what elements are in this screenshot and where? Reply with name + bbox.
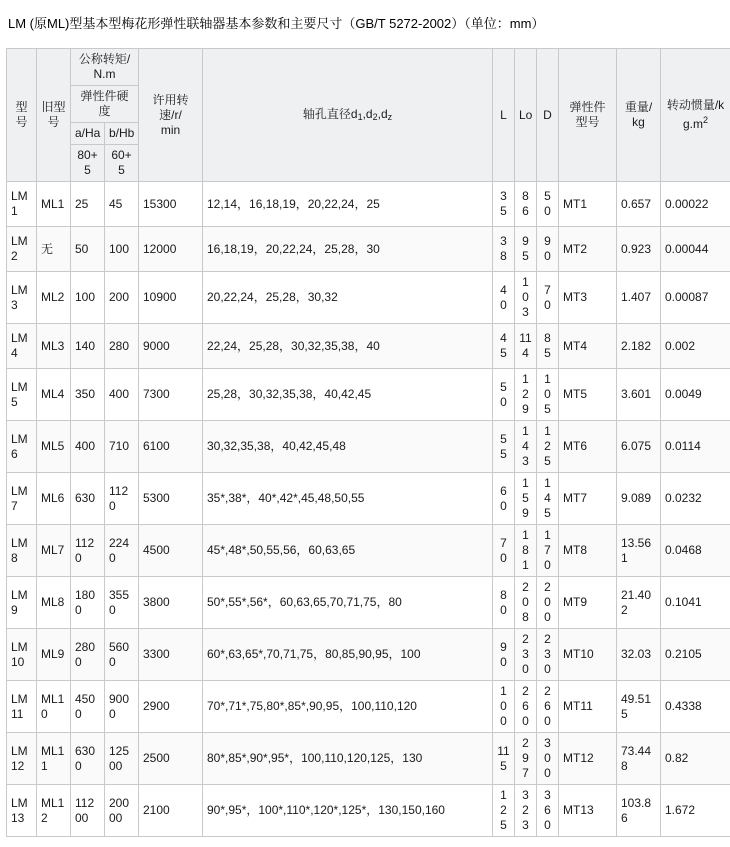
- cell-Lo: 208: [515, 577, 537, 629]
- cell-weight: 21.402: [617, 577, 661, 629]
- cell-speed: 2500: [139, 733, 203, 785]
- cell-speed: 3800: [139, 577, 203, 629]
- cell-torque-b: 2240: [105, 525, 139, 577]
- cell-old-type-no: ML9: [37, 629, 71, 681]
- cell-D: 50: [537, 182, 559, 227]
- cell-bore: 90*,95*，100*,110*,120*,125*，130,150,160: [203, 785, 493, 837]
- cell-bore: 20,22,24，25,28，30,32: [203, 272, 493, 324]
- cell-Lo: 86: [515, 182, 537, 227]
- table-row: [7, 681, 730, 733]
- cell-torque-b: 1120: [105, 473, 139, 525]
- cell-torque-a: 630: [71, 473, 105, 525]
- cell-weight: 73.448: [617, 733, 661, 785]
- cell-inertia: 0.0049: [661, 369, 730, 421]
- cell-D: 125: [537, 421, 559, 473]
- cell-inertia: 0.00044: [661, 227, 730, 272]
- cell-torque-b: 9000: [105, 681, 139, 733]
- table-row: [7, 324, 730, 369]
- cell-elastic-part: MT4: [559, 324, 617, 369]
- cell-weight: 32.03: [617, 629, 661, 681]
- cell-torque-b: 45: [105, 182, 139, 227]
- table-row: [7, 473, 730, 525]
- cell-weight: 49.515: [617, 681, 661, 733]
- table-row: [7, 272, 730, 324]
- cell-L: 115: [493, 733, 515, 785]
- cell-weight: 0.923: [617, 227, 661, 272]
- cell-torque-a: 6300: [71, 733, 105, 785]
- cell-torque-a: 400: [71, 421, 105, 473]
- cell-elastic-part: MT9: [559, 577, 617, 629]
- cell-L: 38: [493, 227, 515, 272]
- cell-inertia: 0.0232: [661, 473, 730, 525]
- cell-Lo: 323: [515, 785, 537, 837]
- cell-torque-a: 350: [71, 369, 105, 421]
- cell-type-no: LM13: [7, 785, 37, 837]
- col-header-hardness-b-value: 60+ 5: [105, 145, 139, 182]
- table-row: [7, 369, 730, 421]
- cell-weight: 9.089: [617, 473, 661, 525]
- cell-weight: 6.075: [617, 421, 661, 473]
- cell-Lo: 143: [515, 421, 537, 473]
- cell-old-type-no: ML11: [37, 733, 71, 785]
- cell-type-no: LM8: [7, 525, 37, 577]
- col-header-hardness-b: b/Hb: [105, 123, 139, 145]
- cell-L: 70: [493, 525, 515, 577]
- cell-inertia: 0.1041: [661, 577, 730, 629]
- cell-D: 105: [537, 369, 559, 421]
- cell-torque-a: 4500: [71, 681, 105, 733]
- cell-bore: 16,18,19，20,22,24，25,28，30: [203, 227, 493, 272]
- cell-elastic-part: MT13: [559, 785, 617, 837]
- cell-speed: 7300: [139, 369, 203, 421]
- col-header-hardness-a: a/Ha: [71, 123, 105, 145]
- cell-torque-b: 710: [105, 421, 139, 473]
- cell-inertia: 0.82: [661, 733, 730, 785]
- cell-bore: 80*,85*,90*,95*，100,110,120,125，130: [203, 733, 493, 785]
- table-row: [7, 525, 730, 577]
- cell-old-type-no: ML3: [37, 324, 71, 369]
- cell-Lo: 159: [515, 473, 537, 525]
- cell-weight: 1.407: [617, 272, 661, 324]
- cell-L: 80: [493, 577, 515, 629]
- cell-torque-a: 1800: [71, 577, 105, 629]
- cell-elastic-part: MT1: [559, 182, 617, 227]
- cell-type-no: LM7: [7, 473, 37, 525]
- cell-old-type-no: ML4: [37, 369, 71, 421]
- cell-L: 55: [493, 421, 515, 473]
- cell-bore: 60*,63,65*,70,71,75，80,85,90,95，100: [203, 629, 493, 681]
- col-header-L: L: [493, 49, 515, 182]
- cell-inertia: 0.0114: [661, 421, 730, 473]
- cell-elastic-part: MT7: [559, 473, 617, 525]
- cell-Lo: 95: [515, 227, 537, 272]
- cell-elastic-part: MT6: [559, 421, 617, 473]
- col-header-bore-diameter: 轴孔直径$d_1,d_2,d_z$: [203, 49, 493, 182]
- cell-inertia: 0.0468: [661, 525, 730, 577]
- cell-old-type-no: 无: [37, 227, 71, 272]
- cell-Lo: 181: [515, 525, 537, 577]
- col-header-inertia: 转动惯量/k $g.m^2$: [661, 49, 730, 182]
- cell-L: 90: [493, 629, 515, 681]
- cell-weight: 3.601: [617, 369, 661, 421]
- cell-Lo: 260: [515, 681, 537, 733]
- col-header-D: D: [537, 49, 559, 182]
- cell-type-no: LM10: [7, 629, 37, 681]
- cell-inertia: 0.00022: [661, 182, 730, 227]
- cell-old-type-no: ML6: [37, 473, 71, 525]
- cell-D: 260: [537, 681, 559, 733]
- cell-bore: 25,28，30,32,35,38，40,42,45: [203, 369, 493, 421]
- cell-inertia: 0.4338: [661, 681, 730, 733]
- cell-speed: 3300: [139, 629, 203, 681]
- table-row: [7, 421, 730, 473]
- cell-torque-b: 20000: [105, 785, 139, 837]
- cell-D: 170: [537, 525, 559, 577]
- table-row: [7, 733, 730, 785]
- cell-speed: 12000: [139, 227, 203, 272]
- cell-old-type-no: ML8: [37, 577, 71, 629]
- table-row: [7, 785, 730, 837]
- cell-torque-b: 400: [105, 369, 139, 421]
- cell-torque-b: 200: [105, 272, 139, 324]
- col-header-type-no: 型号: [7, 49, 37, 182]
- cell-L: 125: [493, 785, 515, 837]
- cell-L: 35: [493, 182, 515, 227]
- cell-torque-a: 50: [71, 227, 105, 272]
- cell-D: 230: [537, 629, 559, 681]
- cell-weight: 13.561: [617, 525, 661, 577]
- cell-speed: 2900: [139, 681, 203, 733]
- cell-bore: 35*,38*，40*,42*,45,48,50,55: [203, 473, 493, 525]
- cell-D: 300: [537, 733, 559, 785]
- cell-elastic-part: MT12: [559, 733, 617, 785]
- cell-torque-a: 100: [71, 272, 105, 324]
- cell-torque-b: 5600: [105, 629, 139, 681]
- cell-L: 40: [493, 272, 515, 324]
- cell-type-no: LM2: [7, 227, 37, 272]
- cell-type-no: LM9: [7, 577, 37, 629]
- cell-Lo: 114: [515, 324, 537, 369]
- cell-elastic-part: MT10: [559, 629, 617, 681]
- cell-type-no: LM6: [7, 421, 37, 473]
- cell-torque-a: 25: [71, 182, 105, 227]
- cell-old-type-no: ML2: [37, 272, 71, 324]
- col-header-hardness-a-value: 80+ 5: [71, 145, 105, 182]
- cell-bore: 12,14，16,18,19，20,22,24，25: [203, 182, 493, 227]
- cell-torque-b: 3550: [105, 577, 139, 629]
- page-title: LM (原ML)型基本型梅花形弹性联轴器基本参数和主要尺寸（GB/T 5272-2002）（单位：mm）: [8, 14, 724, 34]
- col-header-elastic-part: 弹性件 型号: [559, 49, 617, 182]
- cell-bore: 70*,71*,75,80*,85*,90,95，100,110,120: [203, 681, 493, 733]
- cell-L: 45: [493, 324, 515, 369]
- col-header-allowed-speed: 许用转速/r/ min: [139, 49, 203, 182]
- cell-torque-a: 1120: [71, 525, 105, 577]
- cell-bore: 50*,55*,56*，60,63,65,70,71,75，80: [203, 577, 493, 629]
- coupling-spec-table: [6, 48, 730, 837]
- cell-speed: 10900: [139, 272, 203, 324]
- cell-type-no: LM11: [7, 681, 37, 733]
- cell-type-no: LM5: [7, 369, 37, 421]
- table-row: [7, 182, 730, 227]
- cell-L: 60: [493, 473, 515, 525]
- cell-D: 200: [537, 577, 559, 629]
- cell-Lo: 103: [515, 272, 537, 324]
- cell-old-type-no: ML5: [37, 421, 71, 473]
- cell-speed: 5300: [139, 473, 203, 525]
- cell-speed: 4500: [139, 525, 203, 577]
- cell-Lo: 129: [515, 369, 537, 421]
- cell-bore: 30,32,35,38，40,42,45,48: [203, 421, 493, 473]
- cell-torque-b: 12500: [105, 733, 139, 785]
- cell-old-type-no: ML1: [37, 182, 71, 227]
- cell-type-no: LM1: [7, 182, 37, 227]
- table-body: [7, 182, 730, 837]
- cell-torque-a: 11200: [71, 785, 105, 837]
- cell-L: 100: [493, 681, 515, 733]
- col-header-elastic-hardness: 弹性件硬 度: [71, 86, 139, 123]
- cell-torque-a: 2800: [71, 629, 105, 681]
- cell-old-type-no: ML10: [37, 681, 71, 733]
- cell-D: 85: [537, 324, 559, 369]
- cell-weight: 103.86: [617, 785, 661, 837]
- cell-old-type-no: ML12: [37, 785, 71, 837]
- cell-weight: 0.657: [617, 182, 661, 227]
- table-row: [7, 629, 730, 681]
- cell-elastic-part: MT5: [559, 369, 617, 421]
- col-header-old-type-no: 旧型号: [37, 49, 71, 182]
- col-header-nominal-torque: 公称转矩/ N.m: [71, 49, 139, 86]
- cell-elastic-part: MT11: [559, 681, 617, 733]
- cell-D: 360: [537, 785, 559, 837]
- col-header-weight: 重量/ kg: [617, 49, 661, 182]
- cell-elastic-part: MT3: [559, 272, 617, 324]
- cell-bore: 22,24，25,28，30,32,35,38，40: [203, 324, 493, 369]
- table-header: [7, 49, 730, 182]
- cell-inertia: 0.002: [661, 324, 730, 369]
- cell-torque-b: 100: [105, 227, 139, 272]
- cell-L: 50: [493, 369, 515, 421]
- cell-D: 70: [537, 272, 559, 324]
- cell-Lo: 297: [515, 733, 537, 785]
- cell-type-no: LM12: [7, 733, 37, 785]
- cell-speed: 2100: [139, 785, 203, 837]
- cell-inertia: 0.2105: [661, 629, 730, 681]
- cell-speed: 15300: [139, 182, 203, 227]
- cell-old-type-no: ML7: [37, 525, 71, 577]
- cell-D: 90: [537, 227, 559, 272]
- cell-D: 145: [537, 473, 559, 525]
- cell-torque-b: 280: [105, 324, 139, 369]
- cell-torque-a: 140: [71, 324, 105, 369]
- header-row-1: [7, 49, 730, 86]
- cell-weight: 2.182: [617, 324, 661, 369]
- table-row: [7, 577, 730, 629]
- cell-bore: 45*,48*,50,55,56，60,63,65: [203, 525, 493, 577]
- cell-elastic-part: MT8: [559, 525, 617, 577]
- cell-elastic-part: MT2: [559, 227, 617, 272]
- col-header-Lo: Lo: [515, 49, 537, 182]
- table-row: [7, 227, 730, 272]
- cell-type-no: LM4: [7, 324, 37, 369]
- cell-speed: 6100: [139, 421, 203, 473]
- cell-speed: 9000: [139, 324, 203, 369]
- cell-inertia: 1.672: [661, 785, 730, 837]
- cell-type-no: LM3: [7, 272, 37, 324]
- cell-Lo: 230: [515, 629, 537, 681]
- cell-inertia: 0.00087: [661, 272, 730, 324]
